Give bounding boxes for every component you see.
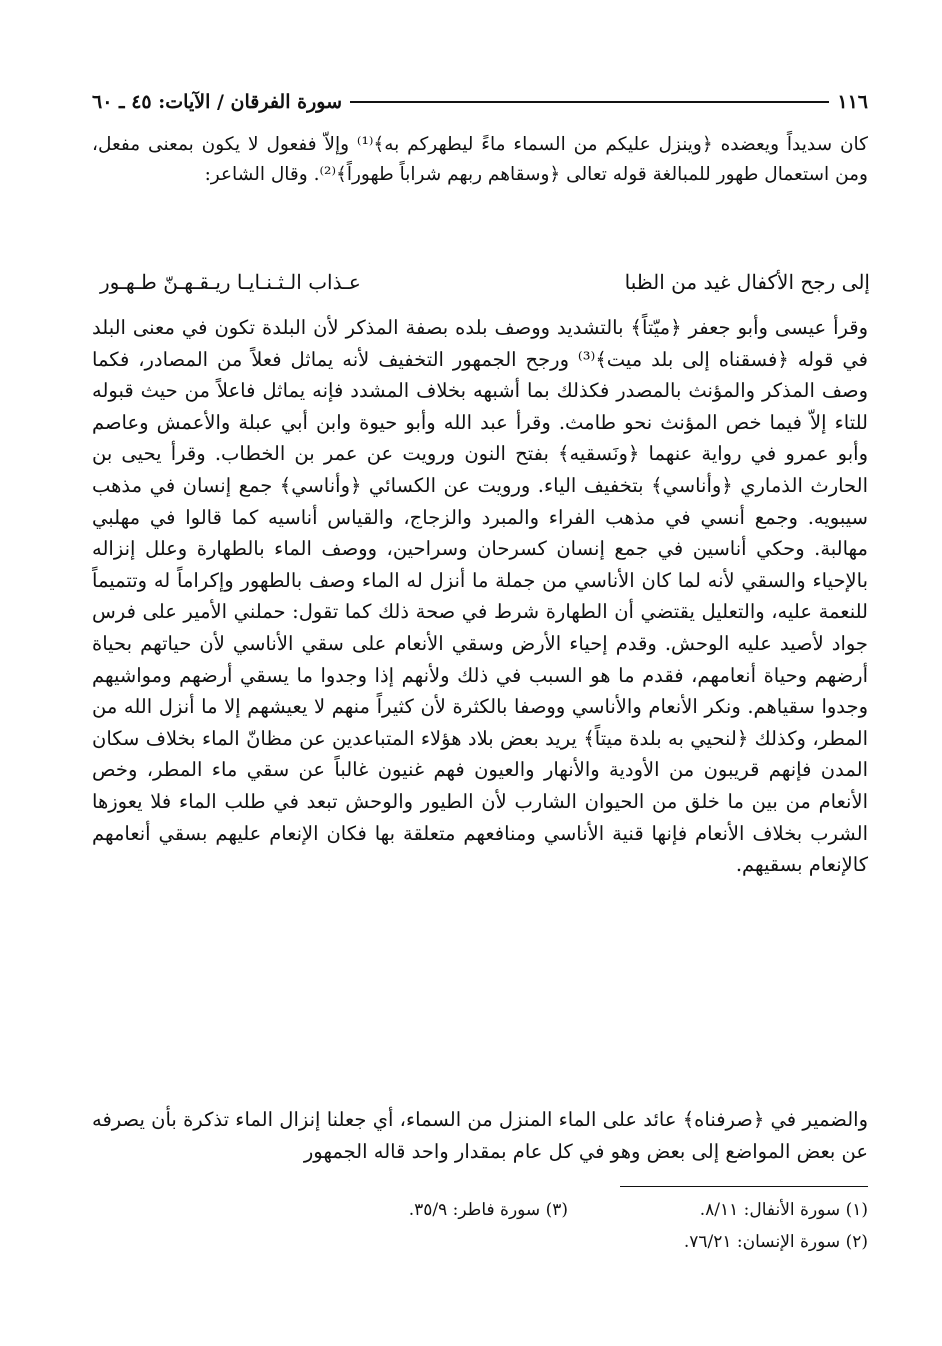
page-number: ١١٦ [837,91,868,113]
poem-verse [100,264,870,300]
paragraph-opening: كان سديداً ويعضده ﴿وينزل عليكم من السماء ماءً ليطهركم به﴾⁽¹⁾ وإلاّ ففعول لا يكون بمعنى مفعل، ومن استعمال طهور للمبالغة قوله تعالى ﴿وسقاهم ربهم شراباً طهوراً﴾⁽²⁾. وقال الشاعر: [92,134,868,185]
paragraph-closing: والضمير في ﴿صرفناه﴾ عائد على الماء المنزل من السماء، أي جعلنا إنزال الماء تذكرة بأن يصرفه عن بعض المواضع إلى بعض وهو في كل عام بمقدار واحد قاله الجمهور [92,1108,868,1163]
footnotes [92,1194,868,1258]
footnote-row [92,1226,868,1258]
footnote-row [92,1194,868,1226]
paragraph-main: وقرأ عيسى وأبو جعفر ﴿ميّتاً﴾ بالتشديد ووصف بلده بصفة المذكر لأن البلدة تكون في معنى البلد في قوله ﴿فسقناه إلى بلد ميت﴾⁽³⁾ ورجح الجمهور التخفيف لأنه يماثل فعلاً من المصادر، فكما وصف المذكر والمؤنث بالمصدر فكذلك بما أشبهه بخلاف المشدد فإنه يماثل فاعلاً من حيث قبوله للتاء إلاّ فيما خص المؤنث نحو طامث. وقرأ عبد الله وأبو حيوة وابن أبي عبلة والأعمش وعاصم وأبو عمرو في رواية عنهما ﴿ونَسقيه﴾ بفتح النون ورويت عن عمر بن الخطاب. وقرأ يحيى بن الحارث الذماري ﴿وأناسي﴾ بتخفيف الياء. ورويت عن الكسائي ﴿وأناسي﴾ جمع إنسان في مذهب سيبويه. وجمع أنسي في مذهب الفراء والمبرد والزجاج، والقياس أناسيه كما قالوا في مهلبي مهالبة. وحكي أناسين في جمع إنسان كسرحان وسراحين، ووصف الماء بالطهارة وعلل إنزاله بالإحياء والسقي لأنه لما كان الأناسي من جملة ما أنزل له الماء وصف بالطهور وإكراماً له وتتميماً للنعمة عليه، والتعليل يقتضي أن الطهارة شرط في صحة ذلك كما تقول: حملني الأمير على فرس جواد لأصيد عليه الوحش. وقدم إحياء الأرض وسقي الأنعام على سقي الأناسي لأن حياتهم بحياة أرضهم وحياة أنعامهم، فقدم ما هو السبب في ذلك ولأنهم إذا وجدوا ما يسقي أرضهم ومواشيهم وجدوا سقياهم. ونكر الأنعام والأناسي ووصفا بالكثرة لأن كثيراً منهم لا يعيشهم إلا ما أنزل الله من المطر، وكذلك ﴿لنحيي به بلدة ميتاً﴾ يريد بعض بلاد هؤلاء المتباعدين عن مظانّ الماء بخلاف سكان المدن فإنهم قريبون من الأودية والأنهار والعيون فهم غنيون غالباً عن سقي ماء المطر، وخص الأنعام من بين ما خلق من الحيوان الشارب لأن الطيور والوحش تبعد في طلب الماء فلا يعوزها الشرب بخلاف الأنعام فإنها قنية الأناسي ومنافعهم متعلقة بها فكان الإنعام عليهم بسقي أنعامهم كالإنعام بسقيهم. [92,316,869,877]
footnote-1: (١) سورة الأنفال: ٨/١١. [699,1200,868,1220]
poem-hemistich-second: عـذاب الـثـنـايـا ريـقـهـنّ طـهـور [100,270,361,294]
footnote-2: (٢) سورة الإنسان: ٧٦/٢١. [683,1232,868,1252]
footnote-rule [620,1186,868,1187]
poem-hemistich-first: إلى رجح الأكفال غيد من الظبا [624,270,870,294]
footnote-3: (٣) سورة فاطر: ٣٥/٩. [408,1200,568,1220]
page-header [92,86,868,118]
header-rule [350,101,829,103]
running-title: سورة الفرقان / الآيات: ٤٥ ـ ٦٠ [92,91,342,113]
